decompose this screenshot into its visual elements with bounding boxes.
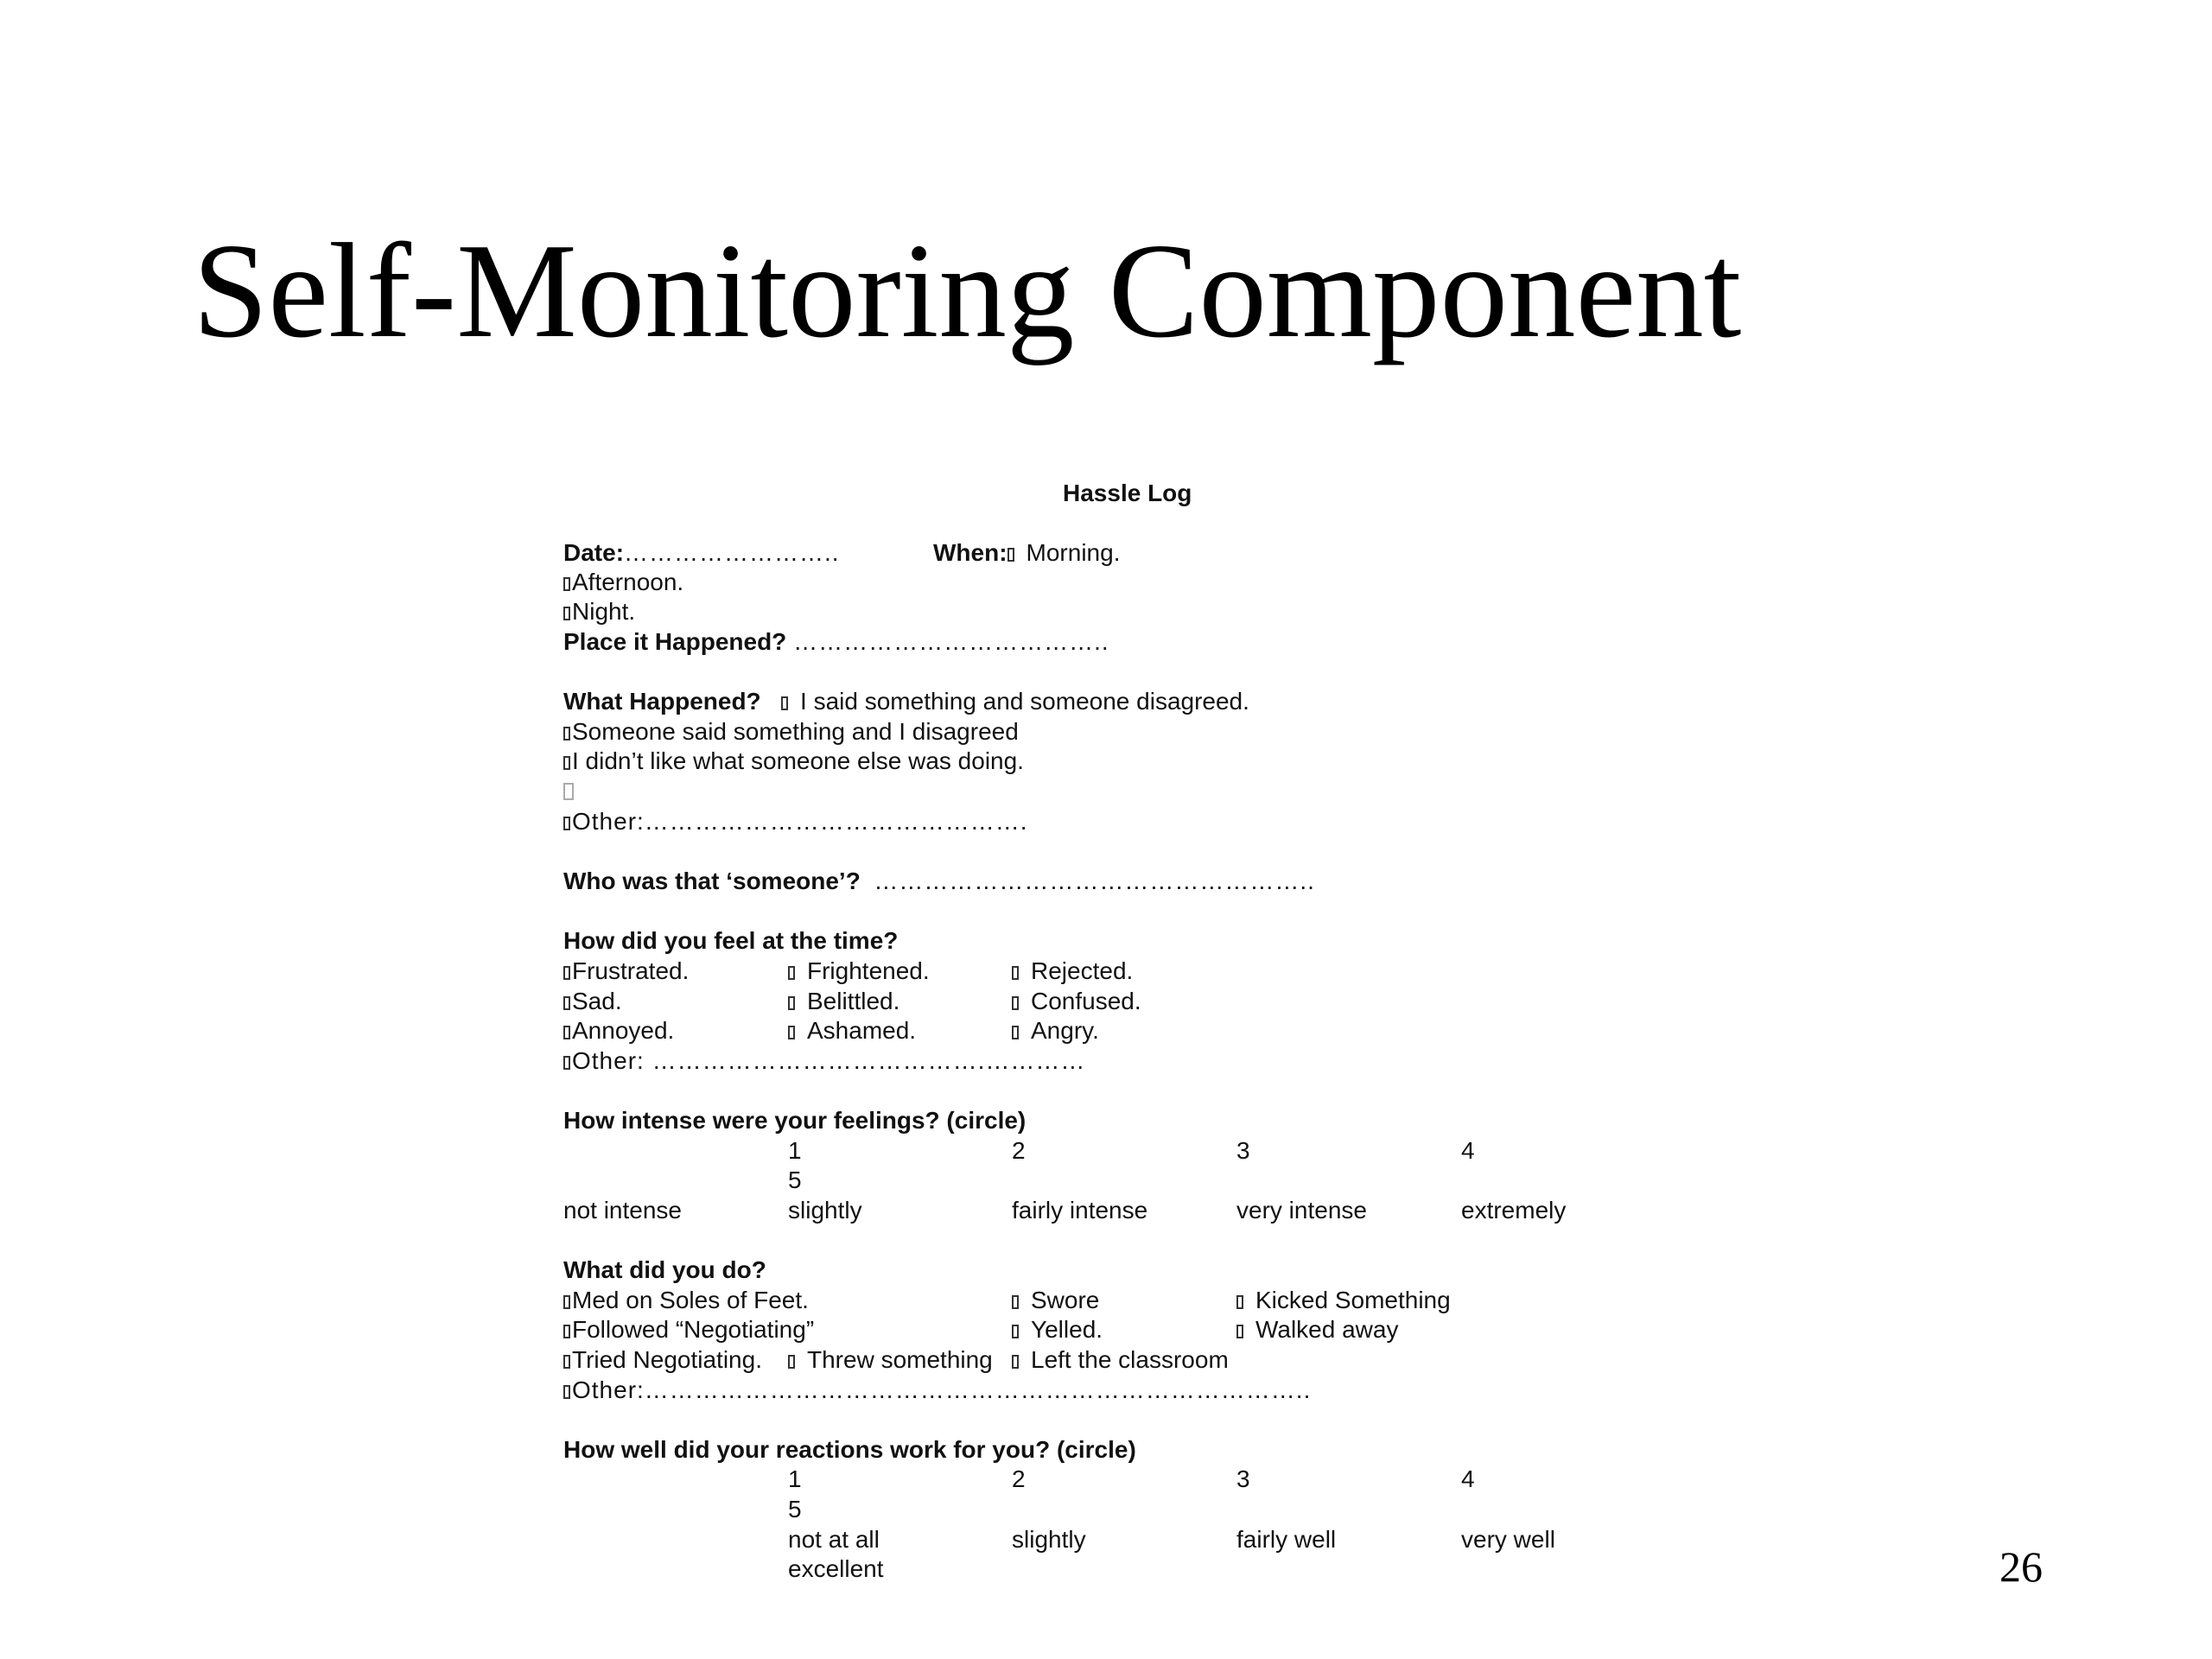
- date-row: [563, 538, 840, 568]
- when-option-row: [563, 568, 683, 597]
- checkbox-icon[interactable]: [1012, 1355, 1019, 1369]
- feel-option-label: Frustrated.: [572, 957, 690, 984]
- form-title: Hassle Log: [1063, 480, 1192, 506]
- checkbox-icon[interactable]: [1012, 966, 1019, 980]
- feel-option-label: Ashamed.: [807, 1017, 917, 1044]
- intensity-label: How intense were your feelings? (circle): [563, 1107, 1027, 1134]
- feel-other-row: [563, 1046, 1085, 1076]
- what-happened-option-row: [563, 747, 1024, 776]
- checkbox-icon[interactable]: [1012, 996, 1019, 1010]
- reactions-number[interactable]: 5: [788, 1496, 802, 1522]
- feel-option: [1012, 1016, 1099, 1046]
- intensity-scale-label: slightly: [788, 1197, 862, 1224]
- did-option: [563, 1286, 809, 1315]
- feel-option: [1012, 957, 1133, 986]
- feel-option-label: Belittled.: [807, 988, 900, 1014]
- reactions-number[interactable]: 2: [1012, 1465, 1026, 1492]
- did-other-row: [563, 1376, 1311, 1405]
- checkbox-icon[interactable]: [563, 1385, 570, 1399]
- intensity-number[interactable]: 2: [1012, 1137, 1026, 1164]
- feel-option-label: Rejected.: [1031, 957, 1134, 984]
- reactions-scale-label: fairly well: [1236, 1526, 1337, 1553]
- checkbox-icon[interactable]: [1012, 1325, 1019, 1338]
- checkbox-icon[interactable]: [1236, 1295, 1243, 1309]
- what-happened-other-row: [563, 807, 1028, 836]
- did-option: [563, 1345, 762, 1375]
- did-option: [1012, 1286, 1099, 1315]
- checkbox-icon[interactable]: [563, 996, 570, 1010]
- checkbox-icon[interactable]: [563, 1056, 570, 1070]
- intensity-number[interactable]: 3: [1236, 1137, 1250, 1164]
- feel-option-label: Confused.: [1031, 988, 1141, 1014]
- checkbox-icon[interactable]: [563, 783, 574, 800]
- checkbox-icon[interactable]: [563, 1355, 570, 1369]
- what-happened-row: [563, 687, 1249, 716]
- did-option: [788, 1345, 993, 1375]
- who-label: Who was that ‘someone’?: [563, 868, 861, 894]
- reactions-scale-label: not at all: [788, 1526, 880, 1553]
- checkbox-icon[interactable]: [563, 727, 570, 741]
- checkbox-icon[interactable]: [788, 966, 795, 980]
- did-option: [563, 1315, 814, 1344]
- feel-option: [563, 957, 689, 986]
- reactions-scale-label: very well: [1461, 1526, 1555, 1553]
- feel-option: [788, 987, 899, 1016]
- did-option-label: Left the classroom: [1031, 1346, 1229, 1373]
- when-option-morning: Morning.: [1026, 539, 1121, 566]
- slide-number: 26: [1999, 1542, 2043, 1591]
- place-blank[interactable]: ………………………………..: [793, 628, 1109, 655]
- checkbox-icon[interactable]: [563, 966, 570, 980]
- what-happened-other[interactable]: Other:……………………………………….: [572, 808, 1028, 835]
- checkbox-icon[interactable]: [563, 817, 570, 830]
- intensity-scale-label: not intense: [563, 1197, 682, 1224]
- did-option: [1012, 1345, 1229, 1375]
- did-option: [1236, 1315, 1398, 1344]
- feel-label: How did you feel at the time?: [563, 927, 899, 954]
- did-option-label: Followed “Negotiating”: [572, 1316, 815, 1343]
- what-happened-option: Someone said something and I disagreed: [572, 718, 1019, 745]
- feel-option: [563, 1016, 674, 1046]
- who-row: [563, 867, 1315, 896]
- checkbox-icon[interactable]: [1007, 548, 1014, 562]
- what-happened-label: What Happened?: [563, 688, 761, 715]
- feel-option: [1012, 987, 1141, 1016]
- checkbox-icon[interactable]: [788, 1026, 795, 1039]
- did-option: [1236, 1286, 1451, 1315]
- did-other[interactable]: Other:……………………………………………………………………..: [572, 1376, 1312, 1403]
- what-happened-option-row: [563, 717, 1019, 747]
- what-happened-option: I didn’t like what someone else was doing.: [572, 747, 1024, 774]
- feel-option: [788, 957, 930, 986]
- checkbox-icon[interactable]: [563, 607, 570, 620]
- feel-option: [563, 987, 622, 1016]
- feel-option: [788, 1016, 916, 1046]
- reactions-label: How well did your reactions work for you? (circle): [563, 1436, 1136, 1463]
- when-option-night: Night.: [572, 598, 636, 625]
- did-option-label: Med on Soles of Feet.: [572, 1287, 809, 1313]
- intensity-number[interactable]: 1: [788, 1137, 802, 1164]
- checkbox-icon[interactable]: [1012, 1026, 1019, 1039]
- what-happened-empty-row: [563, 777, 575, 806]
- feel-option-label: Sad.: [572, 988, 622, 1014]
- checkbox-icon[interactable]: [563, 1325, 570, 1338]
- did-option: [1012, 1315, 1103, 1344]
- checkbox-icon[interactable]: [781, 696, 788, 710]
- place-label: Place it Happened?: [563, 628, 787, 655]
- who-blank[interactable]: ……………………………………………..: [874, 868, 1315, 894]
- feel-option-label: Annoyed.: [572, 1017, 675, 1044]
- reactions-number[interactable]: 1: [788, 1465, 802, 1492]
- did-option-label: Walked away: [1255, 1316, 1399, 1343]
- did-option-label: Swore: [1031, 1287, 1100, 1313]
- place-row: [563, 627, 1109, 657]
- reactions-scale-label: slightly: [1012, 1526, 1086, 1553]
- checkbox-icon[interactable]: [788, 1355, 795, 1369]
- did-option-label: Tried Negotiating.: [572, 1346, 762, 1373]
- checkbox-icon[interactable]: [563, 1295, 570, 1309]
- when-option-afternoon: Afternoon.: [572, 569, 684, 595]
- did-option-label: Yelled.: [1031, 1316, 1103, 1343]
- when-label: When:: [933, 539, 1007, 566]
- slide-title: Self-Monitoring Component: [193, 215, 1742, 365]
- checkbox-icon[interactable]: [563, 577, 570, 591]
- checkbox-icon[interactable]: [563, 756, 570, 770]
- when-row: [933, 538, 1120, 568]
- intensity-number[interactable]: 5: [788, 1166, 802, 1193]
- intensity-scale-label: very intense: [1236, 1197, 1367, 1224]
- checkbox-icon[interactable]: [563, 1026, 570, 1039]
- feel-option-label: Frightened.: [807, 957, 930, 984]
- reactions-number[interactable]: 4: [1461, 1465, 1475, 1492]
- intensity-number[interactable]: 4: [1461, 1137, 1475, 1164]
- what-happened-option: I said something and someone disagreed.: [800, 688, 1249, 715]
- intensity-scale-label: extremely: [1461, 1197, 1567, 1224]
- date-blank[interactable]: ……………………..: [624, 539, 840, 566]
- feel-option-label: Angry.: [1031, 1017, 1099, 1044]
- checkbox-icon[interactable]: [1236, 1325, 1243, 1338]
- checkbox-icon[interactable]: [788, 996, 795, 1010]
- did-option-label: Threw something: [807, 1346, 993, 1373]
- reactions-scale-label: excellent: [788, 1555, 884, 1582]
- date-label: Date:: [563, 539, 625, 566]
- feel-other[interactable]: Other: ………………………………….…………: [572, 1047, 1086, 1074]
- did-label: What did you do?: [563, 1256, 766, 1283]
- when-option-row: [563, 597, 635, 626]
- reactions-number[interactable]: 3: [1236, 1465, 1250, 1492]
- did-option-label: Kicked Something: [1255, 1287, 1451, 1313]
- checkbox-icon[interactable]: [1012, 1295, 1019, 1309]
- intensity-scale-label: fairly intense: [1012, 1197, 1148, 1224]
